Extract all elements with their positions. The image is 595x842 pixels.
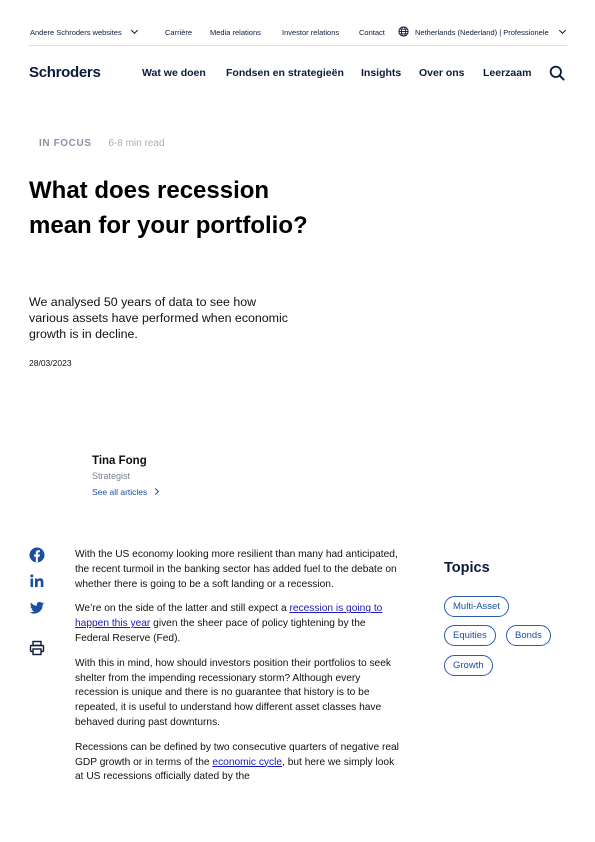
see-all-articles-link[interactable] (92, 487, 158, 497)
in-focus-tag: IN FOCUS (39, 138, 92, 149)
nav-item-fondsen[interactable]: Fondsen en strategieën (226, 67, 344, 79)
main-navigation (29, 60, 567, 88)
topics-panel (444, 560, 574, 587)
page-title: What does recession mean for your portfolio? (29, 177, 308, 239)
print-icon (29, 640, 45, 656)
globe-icon (398, 26, 409, 37)
locale-label: Netherlands (Nederland) | Professionele (415, 28, 549, 37)
nav-item-insights[interactable]: Insights (361, 67, 402, 79)
economic-cycle-link[interactable]: economic cycle (212, 756, 283, 768)
paragraph-text: We’re on the side of the latter and still expect a (75, 603, 290, 615)
contact-link[interactable]: Contact (359, 28, 385, 37)
chevron-down-icon (559, 27, 566, 34)
chevron-right-icon (152, 488, 159, 495)
chevron-down-icon (131, 27, 138, 34)
locale-selector[interactable] (415, 28, 565, 37)
author-card (92, 455, 158, 497)
linkedin-icon (29, 573, 45, 589)
paragraph-text: Recessions can be defined by two consecutive quarters of negative real GDP growth or in terms of the (75, 741, 399, 768)
paragraph-text: , but here we simply look at US recessions officially dated by the (75, 756, 395, 783)
investor-relations-link[interactable]: Investor relations (282, 28, 340, 37)
search-icon[interactable] (549, 65, 565, 81)
article-standfirst: We analysed 50 years of data to see how various assets have performed when economic growth is in decline. (29, 295, 288, 341)
nav-item-leerzaam[interactable]: Leerzaam (483, 67, 532, 79)
topic-tag-equities[interactable]: Equities (444, 625, 496, 646)
topics-heading: Topics (444, 560, 490, 576)
media-relations-link[interactable]: Media relations (210, 28, 261, 37)
publish-date: 28/03/2023 (29, 358, 72, 368)
read-time: 6-8 min read (108, 138, 165, 149)
article-body (75, 548, 400, 795)
nav-item-over-ons[interactable]: Over ons (419, 67, 465, 79)
share-twitter-button[interactable] (29, 600, 45, 616)
utility-bar (29, 22, 567, 46)
careers-link[interactable]: Carrière (165, 28, 193, 37)
other-sites-label: Andere Schroders websites (30, 28, 122, 37)
article-paragraph (75, 741, 400, 785)
article-paragraph: With this in mind, how should investors position their portfolios to seek shelter from the impending recessionary storm? Although every recession is unique and there is no guarantee that history is to be repeated, it is useful to understand how different asset classes have behaved during past downturns. (75, 657, 391, 728)
article-kicker (39, 138, 165, 149)
topic-tag-multi-asset[interactable]: Multi-Asset (444, 596, 509, 617)
article-paragraph: With the US economy looking more resilient than many had anticipated, the recent turmoil in the banking sector has added fuel to the debate on whether there is going to be a soft landing or a recession. (75, 549, 398, 590)
print-button[interactable] (29, 640, 45, 656)
facebook-icon (29, 547, 45, 563)
recession-forecast-link[interactable]: recession is going to happen this year (75, 603, 383, 630)
nav-item-wat-we-doen[interactable]: Wat we doen (142, 67, 206, 79)
article-paragraph (75, 602, 400, 646)
schroders-logo[interactable]: Schroders (29, 64, 101, 81)
topic-tag-growth[interactable]: Growth (444, 655, 493, 676)
topic-tag-bonds[interactable]: Bonds (506, 625, 551, 646)
author-name: Tina Fong (92, 455, 147, 467)
share-facebook-button[interactable] (29, 547, 45, 563)
twitter-icon (29, 600, 45, 616)
other-sites-menu[interactable] (30, 28, 137, 37)
paragraph-text: given the sheer pace of policy tightening by the Federal Reserve (Fed). (75, 618, 366, 644)
see-all-articles-label: See all articles (92, 487, 148, 497)
share-linkedin-button[interactable] (29, 573, 45, 589)
author-role: Strategist (92, 471, 131, 481)
